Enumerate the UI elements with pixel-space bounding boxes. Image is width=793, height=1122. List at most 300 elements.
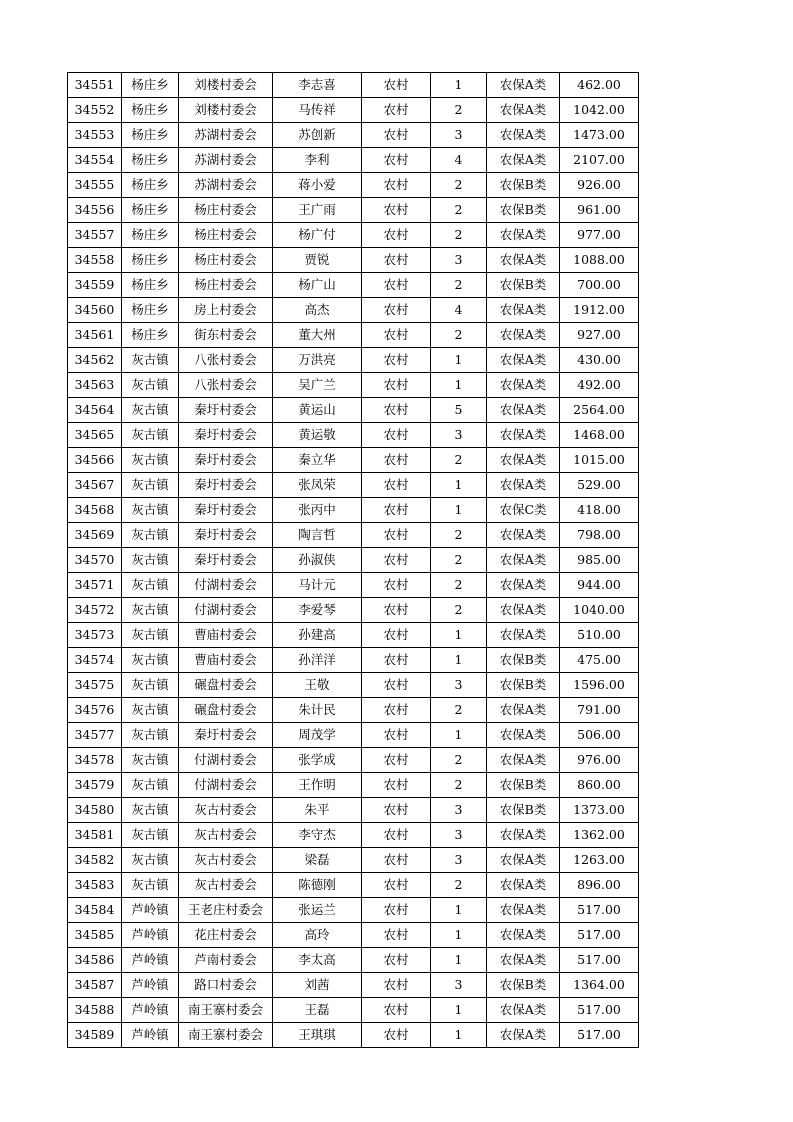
household-type-cell: 农村 (362, 798, 431, 823)
village-committee-cell: 刘楼村委会 (179, 98, 273, 123)
household-type-cell: 农村 (362, 898, 431, 923)
insurance-class-cell: 农保A类 (487, 723, 560, 748)
household-type-cell: 农村 (362, 848, 431, 873)
household-type-cell: 农村 (362, 173, 431, 198)
table-row (68, 373, 639, 398)
member-count-cell: 1 (431, 348, 487, 373)
table-row (68, 323, 639, 348)
household-type-cell: 农村 (362, 673, 431, 698)
village-committee-cell: 秦圩村委会 (179, 498, 273, 523)
village-committee-cell: 灰古村委会 (179, 848, 273, 873)
insurance-class-cell: 农保A类 (487, 823, 560, 848)
village-committee-cell: 杨庄村委会 (179, 248, 273, 273)
household-type-cell: 农村 (362, 248, 431, 273)
household-type-cell: 农村 (362, 773, 431, 798)
record-id-cell: 34573 (68, 623, 122, 648)
resident-name-cell: 孙建高 (273, 623, 362, 648)
amount-cell: 1912.00 (560, 298, 639, 323)
insurance-class-cell: 农保A类 (487, 698, 560, 723)
record-id-cell: 34566 (68, 448, 122, 473)
member-count-cell: 1 (431, 648, 487, 673)
amount-cell: 985.00 (560, 548, 639, 573)
amount-cell: 791.00 (560, 698, 639, 723)
record-id-cell: 34586 (68, 948, 122, 973)
insurance-class-cell: 农保A类 (487, 98, 560, 123)
household-type-cell: 农村 (362, 748, 431, 773)
table-row (68, 198, 639, 223)
amount-cell: 2107.00 (560, 148, 639, 173)
village-committee-cell: 秦圩村委会 (179, 473, 273, 498)
town-cell: 灰古镇 (122, 698, 179, 723)
household-type-cell: 农村 (362, 923, 431, 948)
village-committee-cell: 芦南村委会 (179, 948, 273, 973)
record-id-cell: 34555 (68, 173, 122, 198)
resident-name-cell: 万洪亮 (273, 348, 362, 373)
town-cell: 灰古镇 (122, 798, 179, 823)
amount-cell: 976.00 (560, 748, 639, 773)
record-id-cell: 34558 (68, 248, 122, 273)
table-row (68, 248, 639, 273)
record-id-cell: 34568 (68, 498, 122, 523)
record-id-cell: 34584 (68, 898, 122, 923)
table-row (68, 948, 639, 973)
resident-name-cell: 陶言哲 (273, 523, 362, 548)
amount-cell: 1042.00 (560, 98, 639, 123)
resident-name-cell: 刘茜 (273, 973, 362, 998)
household-type-cell: 农村 (362, 573, 431, 598)
record-id-cell: 34567 (68, 473, 122, 498)
table-row (68, 973, 639, 998)
village-committee-cell: 王老庄村委会 (179, 898, 273, 923)
town-cell: 灰古镇 (122, 473, 179, 498)
town-cell: 灰古镇 (122, 773, 179, 798)
insurance-class-cell: 农保A类 (487, 848, 560, 873)
household-type-cell: 农村 (362, 973, 431, 998)
record-id-cell: 34572 (68, 598, 122, 623)
town-cell: 杨庄乡 (122, 123, 179, 148)
town-cell: 灰古镇 (122, 823, 179, 848)
table-row (68, 548, 639, 573)
resident-name-cell: 张丙中 (273, 498, 362, 523)
village-committee-cell: 街东村委会 (179, 323, 273, 348)
insurance-class-cell: 农保A类 (487, 523, 560, 548)
record-id-cell: 34570 (68, 548, 122, 573)
table-row (68, 98, 639, 123)
table-row (68, 398, 639, 423)
village-committee-cell: 灰古村委会 (179, 798, 273, 823)
insurance-class-cell: 农保A类 (487, 948, 560, 973)
record-id-cell: 34582 (68, 848, 122, 873)
member-count-cell: 4 (431, 148, 487, 173)
member-count-cell: 2 (431, 698, 487, 723)
resident-name-cell: 黄运敬 (273, 423, 362, 448)
record-id-cell: 34553 (68, 123, 122, 148)
member-count-cell: 2 (431, 523, 487, 548)
amount-cell: 798.00 (560, 523, 639, 548)
table-row (68, 123, 639, 148)
member-count-cell: 2 (431, 323, 487, 348)
village-committee-cell: 付湖村委会 (179, 773, 273, 798)
resident-name-cell: 梁磊 (273, 848, 362, 873)
member-count-cell: 4 (431, 298, 487, 323)
member-count-cell: 1 (431, 373, 487, 398)
amount-cell: 430.00 (560, 348, 639, 373)
village-committee-cell: 灰古村委会 (179, 873, 273, 898)
member-count-cell: 2 (431, 223, 487, 248)
member-count-cell: 2 (431, 548, 487, 573)
insurance-class-cell: 农保A类 (487, 223, 560, 248)
insurance-class-cell: 农保A类 (487, 473, 560, 498)
table-body (68, 73, 639, 1048)
amount-cell: 1263.00 (560, 848, 639, 873)
insurance-class-cell: 农保A类 (487, 748, 560, 773)
member-count-cell: 1 (431, 1023, 487, 1048)
town-cell: 灰古镇 (122, 523, 179, 548)
resident-name-cell: 高杰 (273, 298, 362, 323)
insurance-class-cell: 农保B类 (487, 673, 560, 698)
resident-name-cell: 朱计民 (273, 698, 362, 723)
insurance-class-cell: 农保B类 (487, 773, 560, 798)
household-type-cell: 农村 (362, 598, 431, 623)
resident-name-cell: 秦立华 (273, 448, 362, 473)
record-id-cell: 34564 (68, 398, 122, 423)
amount-cell: 977.00 (560, 223, 639, 248)
resident-name-cell: 苏创新 (273, 123, 362, 148)
town-cell: 杨庄乡 (122, 98, 179, 123)
record-id-cell: 34578 (68, 748, 122, 773)
record-id-cell: 34556 (68, 198, 122, 223)
member-count-cell: 1 (431, 898, 487, 923)
table-row (68, 573, 639, 598)
table-row (68, 773, 639, 798)
town-cell: 灰古镇 (122, 673, 179, 698)
insurance-class-cell: 农保B类 (487, 198, 560, 223)
table-row (68, 848, 639, 873)
amount-cell: 1468.00 (560, 423, 639, 448)
town-cell: 杨庄乡 (122, 323, 179, 348)
household-type-cell: 农村 (362, 1023, 431, 1048)
town-cell: 杨庄乡 (122, 173, 179, 198)
record-id-cell: 34563 (68, 373, 122, 398)
household-type-cell: 农村 (362, 448, 431, 473)
resident-name-cell: 孙淑侠 (273, 548, 362, 573)
member-count-cell: 1 (431, 723, 487, 748)
member-count-cell: 3 (431, 848, 487, 873)
amount-cell: 517.00 (560, 998, 639, 1023)
amount-cell: 1373.00 (560, 798, 639, 823)
town-cell: 灰古镇 (122, 648, 179, 673)
amount-cell: 944.00 (560, 573, 639, 598)
town-cell: 灰古镇 (122, 348, 179, 373)
town-cell: 芦岭镇 (122, 998, 179, 1023)
insurance-class-cell: 农保A类 (487, 298, 560, 323)
insurance-class-cell: 农保A类 (487, 548, 560, 573)
resident-name-cell: 陈德刚 (273, 873, 362, 898)
amount-cell: 418.00 (560, 498, 639, 523)
household-type-cell: 农村 (362, 823, 431, 848)
amount-cell: 2564.00 (560, 398, 639, 423)
town-cell: 灰古镇 (122, 548, 179, 573)
member-count-cell: 1 (431, 473, 487, 498)
town-cell: 芦岭镇 (122, 948, 179, 973)
resident-name-cell: 李爱琴 (273, 598, 362, 623)
household-type-cell: 农村 (362, 73, 431, 98)
member-count-cell: 2 (431, 98, 487, 123)
insurance-class-cell: 农保A类 (487, 998, 560, 1023)
amount-cell: 926.00 (560, 173, 639, 198)
amount-cell: 517.00 (560, 1023, 639, 1048)
table-row (68, 423, 639, 448)
resident-name-cell: 李利 (273, 148, 362, 173)
record-id-cell: 34580 (68, 798, 122, 823)
table-row (68, 873, 639, 898)
village-committee-cell: 八张村委会 (179, 373, 273, 398)
member-count-cell: 3 (431, 973, 487, 998)
household-type-cell: 农村 (362, 998, 431, 1023)
member-count-cell: 1 (431, 623, 487, 648)
resident-name-cell: 朱平 (273, 798, 362, 823)
insurance-class-cell: 农保B类 (487, 973, 560, 998)
table-row (68, 748, 639, 773)
town-cell: 灰古镇 (122, 448, 179, 473)
insurance-class-cell: 农保A类 (487, 898, 560, 923)
village-committee-cell: 付湖村委会 (179, 748, 273, 773)
table-row (68, 623, 639, 648)
amount-cell: 529.00 (560, 473, 639, 498)
village-committee-cell: 杨庄村委会 (179, 198, 273, 223)
resident-name-cell: 张学成 (273, 748, 362, 773)
record-id-cell: 34575 (68, 673, 122, 698)
town-cell: 灰古镇 (122, 598, 179, 623)
town-cell: 芦岭镇 (122, 923, 179, 948)
household-type-cell: 农村 (362, 98, 431, 123)
member-count-cell: 2 (431, 748, 487, 773)
insurance-class-cell: 农保A类 (487, 573, 560, 598)
resident-name-cell: 张运兰 (273, 898, 362, 923)
household-type-cell: 农村 (362, 523, 431, 548)
member-count-cell: 2 (431, 573, 487, 598)
record-id-cell: 34574 (68, 648, 122, 673)
member-count-cell: 1 (431, 923, 487, 948)
resident-name-cell: 王敬 (273, 673, 362, 698)
table-row (68, 148, 639, 173)
insurance-class-cell: 农保A类 (487, 373, 560, 398)
amount-cell: 1473.00 (560, 123, 639, 148)
insurance-class-cell: 农保A类 (487, 1023, 560, 1048)
record-id-cell: 34561 (68, 323, 122, 348)
table-row (68, 523, 639, 548)
member-count-cell: 5 (431, 398, 487, 423)
member-count-cell: 2 (431, 773, 487, 798)
table-row (68, 998, 639, 1023)
member-count-cell: 1 (431, 948, 487, 973)
town-cell: 芦岭镇 (122, 973, 179, 998)
table-row (68, 673, 639, 698)
household-type-cell: 农村 (362, 373, 431, 398)
insurance-class-cell: 农保A类 (487, 923, 560, 948)
member-count-cell: 2 (431, 873, 487, 898)
table-row (68, 298, 639, 323)
village-committee-cell: 付湖村委会 (179, 598, 273, 623)
village-committee-cell: 南王寨村委会 (179, 1023, 273, 1048)
member-count-cell: 1 (431, 498, 487, 523)
amount-cell: 1040.00 (560, 598, 639, 623)
insurance-class-cell: 农保B类 (487, 273, 560, 298)
record-id-cell: 34565 (68, 423, 122, 448)
table-row (68, 923, 639, 948)
town-cell: 杨庄乡 (122, 298, 179, 323)
resident-name-cell: 董大州 (273, 323, 362, 348)
household-type-cell: 农村 (362, 148, 431, 173)
table-row (68, 1023, 639, 1048)
insurance-class-cell: 农保A类 (487, 623, 560, 648)
village-committee-cell: 秦圩村委会 (179, 723, 273, 748)
household-type-cell: 农村 (362, 323, 431, 348)
insurance-class-cell: 农保A类 (487, 248, 560, 273)
resident-name-cell: 孙洋洋 (273, 648, 362, 673)
record-id-cell: 34554 (68, 148, 122, 173)
household-type-cell: 农村 (362, 398, 431, 423)
resident-name-cell: 黄运山 (273, 398, 362, 423)
member-count-cell: 3 (431, 798, 487, 823)
member-count-cell: 3 (431, 423, 487, 448)
town-cell: 杨庄乡 (122, 198, 179, 223)
table-row (68, 498, 639, 523)
record-id-cell: 34552 (68, 98, 122, 123)
resident-name-cell: 王磊 (273, 998, 362, 1023)
town-cell: 灰古镇 (122, 623, 179, 648)
resident-name-cell: 李太高 (273, 948, 362, 973)
village-committee-cell: 刘楼村委会 (179, 73, 273, 98)
beneficiary-table (67, 72, 639, 1048)
household-type-cell: 农村 (362, 123, 431, 148)
amount-cell: 896.00 (560, 873, 639, 898)
household-type-cell: 农村 (362, 698, 431, 723)
record-id-cell: 34562 (68, 348, 122, 373)
member-count-cell: 3 (431, 823, 487, 848)
amount-cell: 492.00 (560, 373, 639, 398)
amount-cell: 517.00 (560, 948, 639, 973)
household-type-cell: 农村 (362, 423, 431, 448)
household-type-cell: 农村 (362, 473, 431, 498)
record-id-cell: 34569 (68, 523, 122, 548)
town-cell: 灰古镇 (122, 848, 179, 873)
insurance-class-cell: 农保A类 (487, 148, 560, 173)
village-committee-cell: 曹庙村委会 (179, 623, 273, 648)
village-committee-cell: 秦圩村委会 (179, 398, 273, 423)
member-count-cell: 2 (431, 173, 487, 198)
household-type-cell: 农村 (362, 223, 431, 248)
insurance-class-cell: 农保A类 (487, 73, 560, 98)
household-type-cell: 农村 (362, 548, 431, 573)
village-committee-cell: 秦圩村委会 (179, 423, 273, 448)
record-id-cell: 34585 (68, 923, 122, 948)
member-count-cell: 3 (431, 248, 487, 273)
household-type-cell: 农村 (362, 648, 431, 673)
household-type-cell: 农村 (362, 623, 431, 648)
record-id-cell: 34571 (68, 573, 122, 598)
village-committee-cell: 付湖村委会 (179, 573, 273, 598)
resident-name-cell: 张凤荣 (273, 473, 362, 498)
village-committee-cell: 花庄村委会 (179, 923, 273, 948)
table-row (68, 448, 639, 473)
insurance-class-cell: 农保B类 (487, 648, 560, 673)
amount-cell: 475.00 (560, 648, 639, 673)
resident-name-cell: 马传祥 (273, 98, 362, 123)
resident-name-cell: 周茂学 (273, 723, 362, 748)
record-id-cell: 34577 (68, 723, 122, 748)
resident-name-cell: 王广雨 (273, 198, 362, 223)
record-id-cell: 34588 (68, 998, 122, 1023)
town-cell: 芦岭镇 (122, 898, 179, 923)
member-count-cell: 3 (431, 673, 487, 698)
insurance-class-cell: 农保A类 (487, 323, 560, 348)
resident-name-cell: 杨广山 (273, 273, 362, 298)
town-cell: 灰古镇 (122, 573, 179, 598)
record-id-cell: 34551 (68, 73, 122, 98)
village-committee-cell: 杨庄村委会 (179, 273, 273, 298)
town-cell: 杨庄乡 (122, 273, 179, 298)
village-committee-cell: 苏湖村委会 (179, 173, 273, 198)
record-id-cell: 34581 (68, 823, 122, 848)
record-id-cell: 34587 (68, 973, 122, 998)
table-row (68, 173, 639, 198)
amount-cell: 700.00 (560, 273, 639, 298)
insurance-class-cell: 农保A类 (487, 123, 560, 148)
village-committee-cell: 苏湖村委会 (179, 123, 273, 148)
amount-cell: 510.00 (560, 623, 639, 648)
insurance-class-cell: 农保A类 (487, 423, 560, 448)
record-id-cell: 34559 (68, 273, 122, 298)
town-cell: 杨庄乡 (122, 248, 179, 273)
insurance-class-cell: 农保B类 (487, 798, 560, 823)
record-id-cell: 34557 (68, 223, 122, 248)
table-row (68, 823, 639, 848)
resident-name-cell: 蒋小爱 (273, 173, 362, 198)
member-count-cell: 3 (431, 123, 487, 148)
town-cell: 灰古镇 (122, 423, 179, 448)
town-cell: 杨庄乡 (122, 223, 179, 248)
village-committee-cell: 南王寨村委会 (179, 998, 273, 1023)
member-count-cell: 2 (431, 448, 487, 473)
insurance-class-cell: 农保A类 (487, 348, 560, 373)
village-committee-cell: 八张村委会 (179, 348, 273, 373)
table-row (68, 223, 639, 248)
amount-cell: 1015.00 (560, 448, 639, 473)
member-count-cell: 1 (431, 73, 487, 98)
amount-cell: 506.00 (560, 723, 639, 748)
village-committee-cell: 路口村委会 (179, 973, 273, 998)
member-count-cell: 2 (431, 598, 487, 623)
amount-cell: 1088.00 (560, 248, 639, 273)
table-row (68, 598, 639, 623)
resident-name-cell: 王琪琪 (273, 1023, 362, 1048)
resident-name-cell: 马计元 (273, 573, 362, 598)
insurance-class-cell: 农保A类 (487, 873, 560, 898)
household-type-cell: 农村 (362, 348, 431, 373)
record-id-cell: 34576 (68, 698, 122, 723)
resident-name-cell: 贾锐 (273, 248, 362, 273)
table-row (68, 473, 639, 498)
household-type-cell: 农村 (362, 498, 431, 523)
village-committee-cell: 秦圩村委会 (179, 448, 273, 473)
household-type-cell: 农村 (362, 298, 431, 323)
table-row (68, 73, 639, 98)
town-cell: 芦岭镇 (122, 1023, 179, 1048)
town-cell: 灰古镇 (122, 398, 179, 423)
amount-cell: 1364.00 (560, 973, 639, 998)
household-type-cell: 农村 (362, 873, 431, 898)
